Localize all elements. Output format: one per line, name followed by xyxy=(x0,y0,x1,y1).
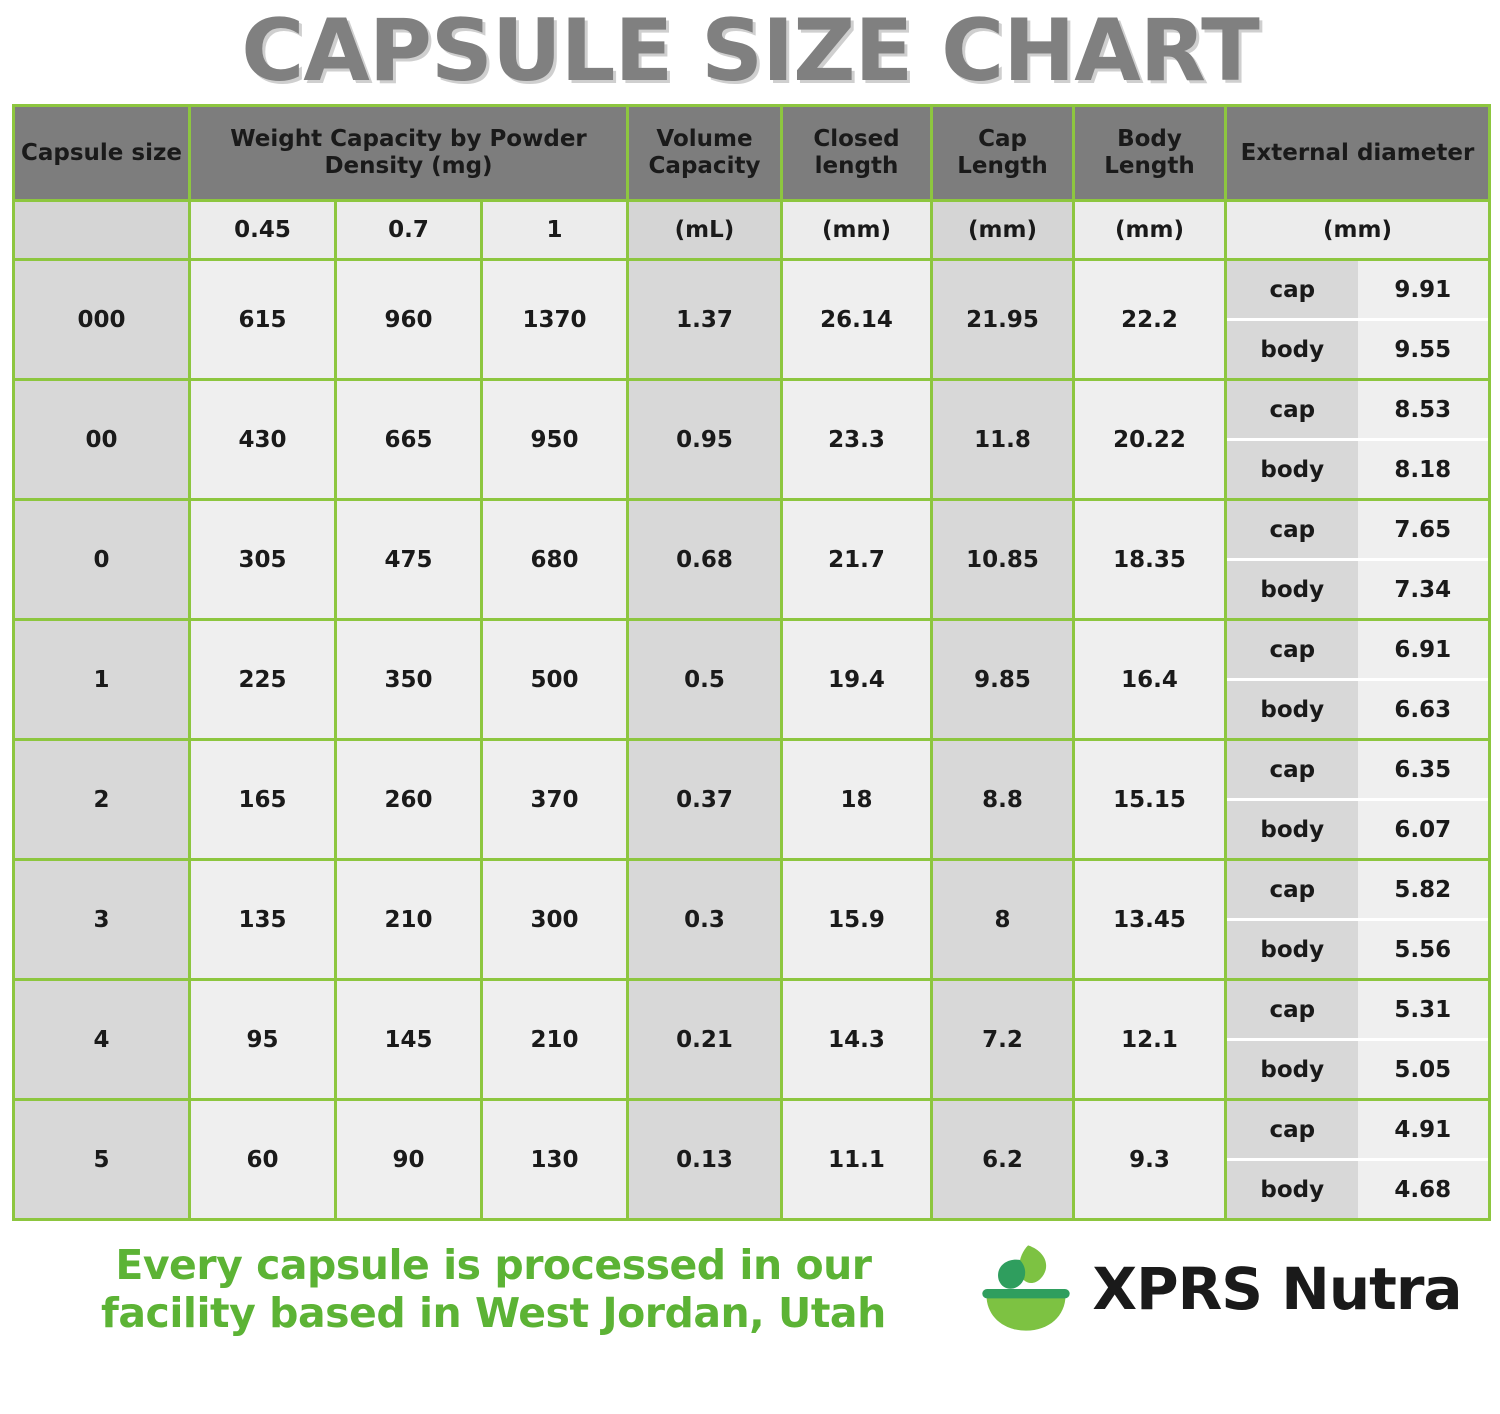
subheader-density-1: 1 xyxy=(482,201,628,260)
cell-density-045: 615 xyxy=(190,260,336,380)
ext-body-label: body xyxy=(1227,560,1358,619)
cell-closed-length: 26.14 xyxy=(782,260,932,380)
ext-body-value: 6.63 xyxy=(1358,680,1489,739)
cell-volume: 0.5 xyxy=(628,620,782,740)
cell-body-length: 12.1 xyxy=(1074,980,1226,1100)
cell-density-045: 135 xyxy=(190,860,336,980)
ext-body-label: body xyxy=(1227,320,1358,379)
cell-body-length: 15.15 xyxy=(1074,740,1226,860)
table-subheader-row xyxy=(14,201,1490,260)
ext-body-label: body xyxy=(1227,440,1358,499)
table-row xyxy=(14,980,1490,1100)
cell-capsule-size: 3 xyxy=(14,860,190,980)
cell-density-045: 165 xyxy=(190,740,336,860)
capsule-size-table xyxy=(12,104,1491,1221)
chart-table-wrapper xyxy=(0,104,1500,1221)
ext-body-value: 6.07 xyxy=(1358,800,1489,859)
subheader-cap-unit: (mm) xyxy=(932,201,1074,260)
header-body-length: Body Length xyxy=(1074,106,1226,201)
table-row xyxy=(14,500,1490,620)
leaf-mortar-icon xyxy=(974,1237,1078,1341)
cell-cap-length: 8 xyxy=(932,860,1074,980)
cell-cap-length: 9.85 xyxy=(932,620,1074,740)
external-diameter-subtable xyxy=(1227,261,1488,378)
cell-volume: 0.37 xyxy=(628,740,782,860)
subheader-body-unit: (mm) xyxy=(1074,201,1226,260)
ext-body-value: 7.34 xyxy=(1358,560,1489,619)
cell-volume: 0.13 xyxy=(628,1100,782,1220)
external-diameter-subtable xyxy=(1227,1101,1488,1218)
ext-cap-value: 5.31 xyxy=(1358,981,1489,1040)
cell-closed-length: 11.1 xyxy=(782,1100,932,1220)
ext-body-label: body xyxy=(1227,1160,1358,1219)
cell-volume: 0.21 xyxy=(628,980,782,1100)
external-diameter-subtable xyxy=(1227,501,1488,618)
cell-density-1: 1370 xyxy=(482,260,628,380)
cell-density-1: 500 xyxy=(482,620,628,740)
subheader-density-045: 0.45 xyxy=(190,201,336,260)
cell-cap-length: 10.85 xyxy=(932,500,1074,620)
table-row xyxy=(14,860,1490,980)
cell-density-045: 95 xyxy=(190,980,336,1100)
cell-external-diameter xyxy=(1226,860,1490,980)
ext-cap-label: cap xyxy=(1227,621,1358,680)
cell-volume: 0.95 xyxy=(628,380,782,500)
cell-density-07: 475 xyxy=(336,500,482,620)
footer-tagline: Every capsule is processed in our facility based in West Jordan, Utah xyxy=(101,1240,886,1338)
cell-capsule-size: 0 xyxy=(14,500,190,620)
ext-cap-value: 6.91 xyxy=(1358,621,1489,680)
cell-capsule-size: 2 xyxy=(14,740,190,860)
cell-capsule-size: 4 xyxy=(14,980,190,1100)
external-diameter-subtable xyxy=(1227,861,1488,978)
cell-cap-length: 6.2 xyxy=(932,1100,1074,1220)
ext-body-label: body xyxy=(1227,800,1358,859)
cell-density-045: 225 xyxy=(190,620,336,740)
cell-capsule-size: 5 xyxy=(14,1100,190,1220)
ext-body-label: body xyxy=(1227,680,1358,739)
cell-external-diameter xyxy=(1226,1100,1490,1220)
cell-capsule-size: 000 xyxy=(14,260,190,380)
cell-closed-length: 23.3 xyxy=(782,380,932,500)
cell-density-07: 90 xyxy=(336,1100,482,1220)
ext-body-value: 9.55 xyxy=(1358,320,1489,379)
subheader-density-07: 0.7 xyxy=(336,201,482,260)
cell-density-1: 300 xyxy=(482,860,628,980)
external-diameter-subtable xyxy=(1227,741,1488,858)
ext-body-value: 5.05 xyxy=(1358,1040,1489,1099)
cell-closed-length: 14.3 xyxy=(782,980,932,1100)
cell-density-07: 260 xyxy=(336,740,482,860)
cell-external-diameter xyxy=(1226,980,1490,1100)
cell-body-length: 16.4 xyxy=(1074,620,1226,740)
cell-closed-length: 21.7 xyxy=(782,500,932,620)
subheader-blank xyxy=(14,201,190,260)
external-diameter-subtable xyxy=(1227,621,1488,738)
cell-external-diameter xyxy=(1226,380,1490,500)
subheader-volume-unit: (mL) xyxy=(628,201,782,260)
ext-body-label: body xyxy=(1227,920,1358,979)
cell-cap-length: 7.2 xyxy=(932,980,1074,1100)
table-row xyxy=(14,260,1490,380)
cell-capsule-size: 1 xyxy=(14,620,190,740)
brand-name: XPRS Nutra xyxy=(1092,1255,1462,1324)
cell-body-length: 9.3 xyxy=(1074,1100,1226,1220)
ext-cap-label: cap xyxy=(1227,861,1358,920)
header-closed-length: Closed length xyxy=(782,106,932,201)
ext-cap-value: 7.65 xyxy=(1358,501,1489,560)
cell-closed-length: 15.9 xyxy=(782,860,932,980)
table-row xyxy=(14,620,1490,740)
ext-body-value: 4.68 xyxy=(1358,1160,1489,1219)
cell-volume: 0.3 xyxy=(628,860,782,980)
cell-density-1: 370 xyxy=(482,740,628,860)
header-volume-capacity: Volume Capacity xyxy=(628,106,782,201)
cell-density-045: 430 xyxy=(190,380,336,500)
cell-closed-length: 18 xyxy=(782,740,932,860)
cell-capsule-size: 00 xyxy=(14,380,190,500)
subheader-external-unit: (mm) xyxy=(1226,201,1490,260)
cell-cap-length: 8.8 xyxy=(932,740,1074,860)
cell-cap-length: 11.8 xyxy=(932,380,1074,500)
ext-cap-value: 6.35 xyxy=(1358,741,1489,800)
external-diameter-subtable xyxy=(1227,981,1488,1098)
cell-volume: 0.68 xyxy=(628,500,782,620)
cell-body-length: 20.22 xyxy=(1074,380,1226,500)
brand-lockup xyxy=(974,1237,1461,1341)
cell-cap-length: 21.95 xyxy=(932,260,1074,380)
table-header-row xyxy=(14,106,1490,201)
cell-body-length: 18.35 xyxy=(1074,500,1226,620)
cell-external-diameter xyxy=(1226,620,1490,740)
cell-external-diameter xyxy=(1226,740,1490,860)
cell-density-1: 950 xyxy=(482,380,628,500)
ext-body-label: body xyxy=(1227,1040,1358,1099)
subheader-closed-unit: (mm) xyxy=(782,201,932,260)
cell-density-07: 145 xyxy=(336,980,482,1100)
cell-external-diameter xyxy=(1226,260,1490,380)
cell-external-diameter xyxy=(1226,500,1490,620)
ext-cap-value: 9.91 xyxy=(1358,261,1489,320)
ext-cap-label: cap xyxy=(1227,261,1358,320)
footer xyxy=(0,1221,1500,1347)
ext-cap-label: cap xyxy=(1227,981,1358,1040)
header-external-diameter: External diameter xyxy=(1226,106,1490,201)
header-cap-length: Cap Length xyxy=(932,106,1074,201)
table-row xyxy=(14,740,1490,860)
cell-body-length: 13.45 xyxy=(1074,860,1226,980)
ext-cap-label: cap xyxy=(1227,381,1358,440)
ext-cap-value: 8.53 xyxy=(1358,381,1489,440)
cell-density-07: 960 xyxy=(336,260,482,380)
ext-cap-value: 5.82 xyxy=(1358,861,1489,920)
ext-cap-value: 4.91 xyxy=(1358,1101,1489,1160)
cell-density-1: 130 xyxy=(482,1100,628,1220)
cell-density-07: 350 xyxy=(336,620,482,740)
external-diameter-subtable xyxy=(1227,381,1488,498)
cell-density-07: 665 xyxy=(336,380,482,500)
cell-density-045: 60 xyxy=(190,1100,336,1220)
ext-cap-label: cap xyxy=(1227,1101,1358,1160)
cell-body-length: 22.2 xyxy=(1074,260,1226,380)
ext-body-value: 5.56 xyxy=(1358,920,1489,979)
table-row xyxy=(14,1100,1490,1220)
cell-closed-length: 19.4 xyxy=(782,620,932,740)
ext-cap-label: cap xyxy=(1227,501,1358,560)
table-body xyxy=(14,260,1490,1220)
cell-volume: 1.37 xyxy=(628,260,782,380)
cell-density-1: 210 xyxy=(482,980,628,1100)
cell-density-045: 305 xyxy=(190,500,336,620)
page-title: CAPSULE SIZE CHART xyxy=(241,1,1259,101)
ext-cap-label: cap xyxy=(1227,741,1358,800)
ext-body-value: 8.18 xyxy=(1358,440,1489,499)
cell-density-1: 680 xyxy=(482,500,628,620)
header-weight-capacity: Weight Capacity by Powder Density (mg) xyxy=(190,106,628,201)
cell-density-07: 210 xyxy=(336,860,482,980)
table-row xyxy=(14,380,1490,500)
header-capsule-size: Capsule size xyxy=(14,106,190,201)
